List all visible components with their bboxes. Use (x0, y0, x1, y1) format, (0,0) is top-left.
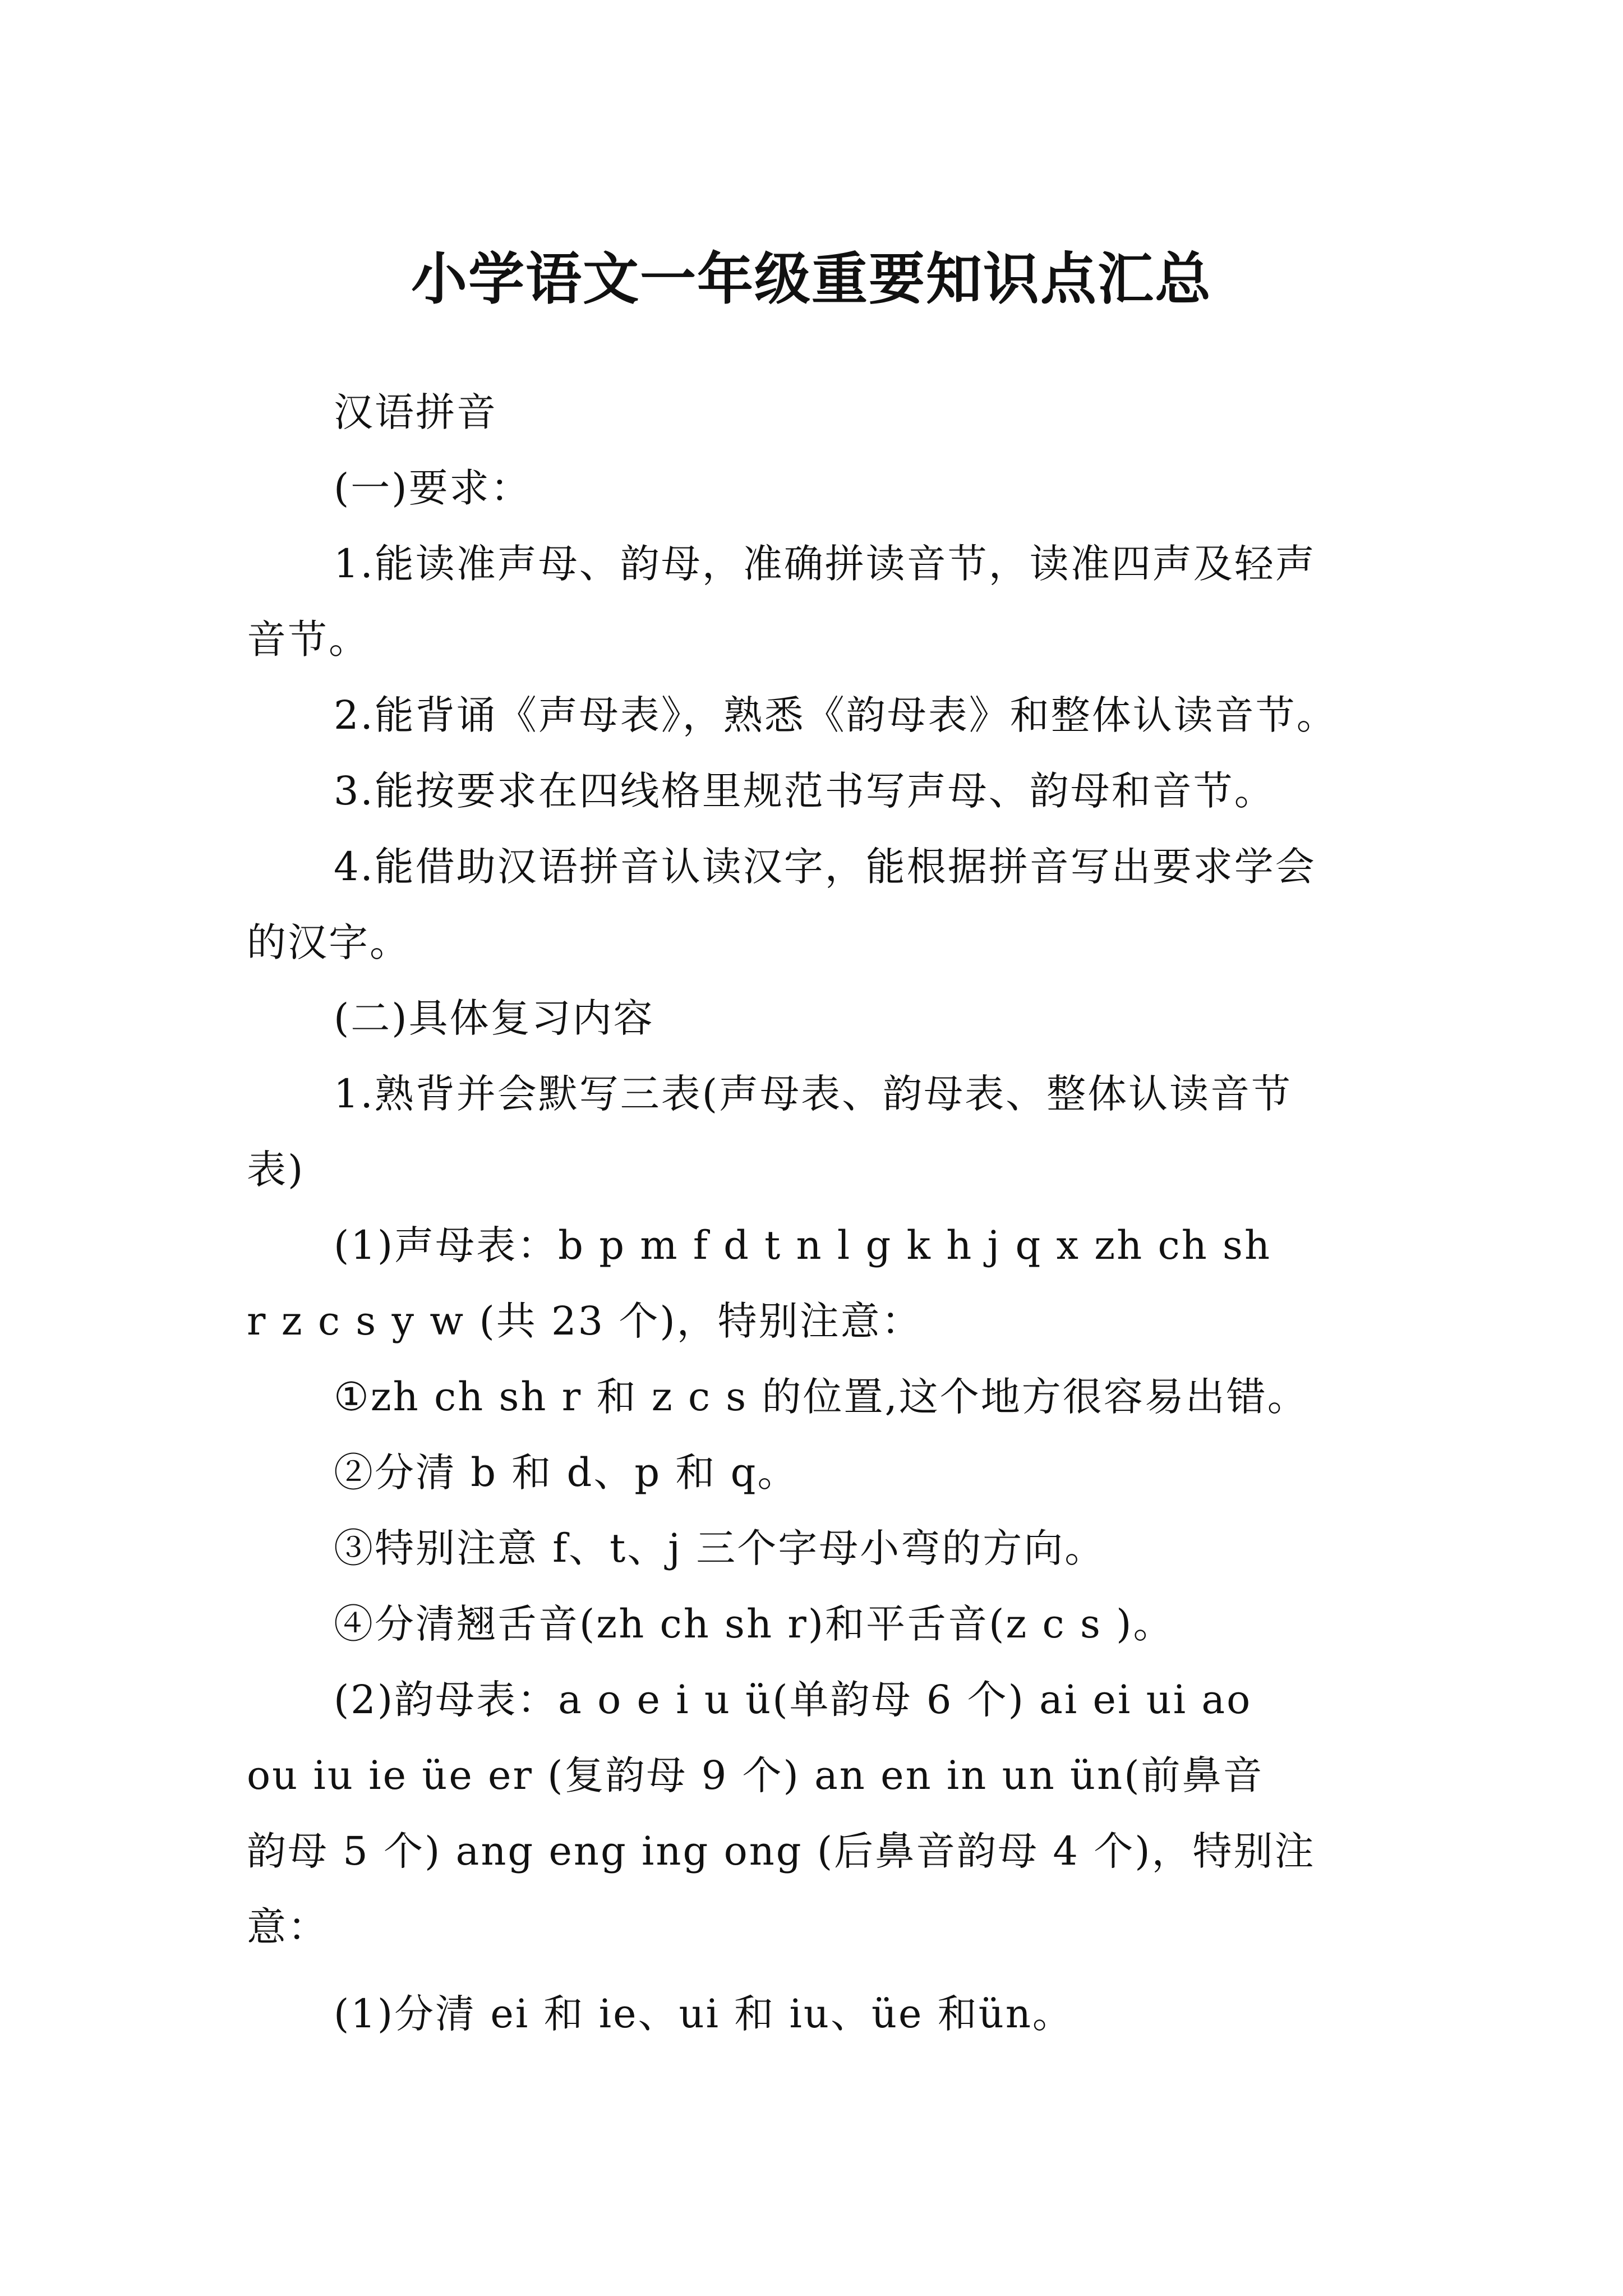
paragraph-line: (2)韵母表：a o e i u ü(单韵母 6 个) ai ei ui ao (334, 1677, 1252, 1723)
paragraph-line: 1.能读准声母、韵母，准确拼读音节，读准四声及轻声 (334, 541, 1316, 587)
paragraph-line: 韵母 5 个) ang eng ing ong (后鼻音韵母 4 个)，特别注 (247, 1828, 1316, 1874)
paragraph-line: 意： (247, 1904, 329, 1950)
list-item: (1)分清 ei 和 ie、ui 和 iu、üe 和ün。 (334, 1991, 1073, 2037)
paragraph-line: 1.熟背并会默写三表(声母表、韵母表、整体认读音节 (334, 1071, 1293, 1117)
paragraph-line: r z c s y w (共 23 个)，特别注意： (247, 1298, 923, 1344)
subsection-heading-requirements: (一)要求： (334, 465, 532, 511)
subsection-heading-review: (二)具体复习内容 (334, 995, 654, 1041)
paragraph-line: 的汉字。 (247, 919, 411, 965)
list-item: ①zh ch sh r 和 z c s 的位置,这个地方很容易出错。 (334, 1374, 1308, 1420)
list-item: ③特别注意 f、t、j 三个字母小弯的方向。 (334, 1525, 1106, 1571)
document-title: 小学语文一年级重要知识点汇总 (411, 246, 1212, 312)
paragraph-line: ou iu ie üe er (复韵母 9 个) an en in un ün(前鼻音 (247, 1752, 1264, 1798)
paragraph-line: (1)声母表：b p m f d t n l g k h j q x zh ch sh (334, 1222, 1272, 1268)
paragraph-line: 3.能按要求在四线格里规范书写声母、韵母和音节。 (334, 768, 1275, 814)
paragraph-line: 2.能背诵《声母表》，熟悉《韵母表》和整体认读音节。 (334, 692, 1338, 738)
list-item: ④分清翘舌音(zh ch sh r)和平舌音(z c s )。 (334, 1601, 1174, 1647)
section-heading-pinyin: 汉语拼音 (334, 389, 497, 435)
paragraph-line: 表) (247, 1147, 305, 1193)
paragraph-line: 音节。 (247, 616, 370, 662)
list-item: ②分清 b 和 d、p 和 q。 (334, 1450, 799, 1496)
paragraph-line: 4.能借助汉语拼音认读汉字，能根据拼音写出要求学会 (334, 844, 1316, 890)
